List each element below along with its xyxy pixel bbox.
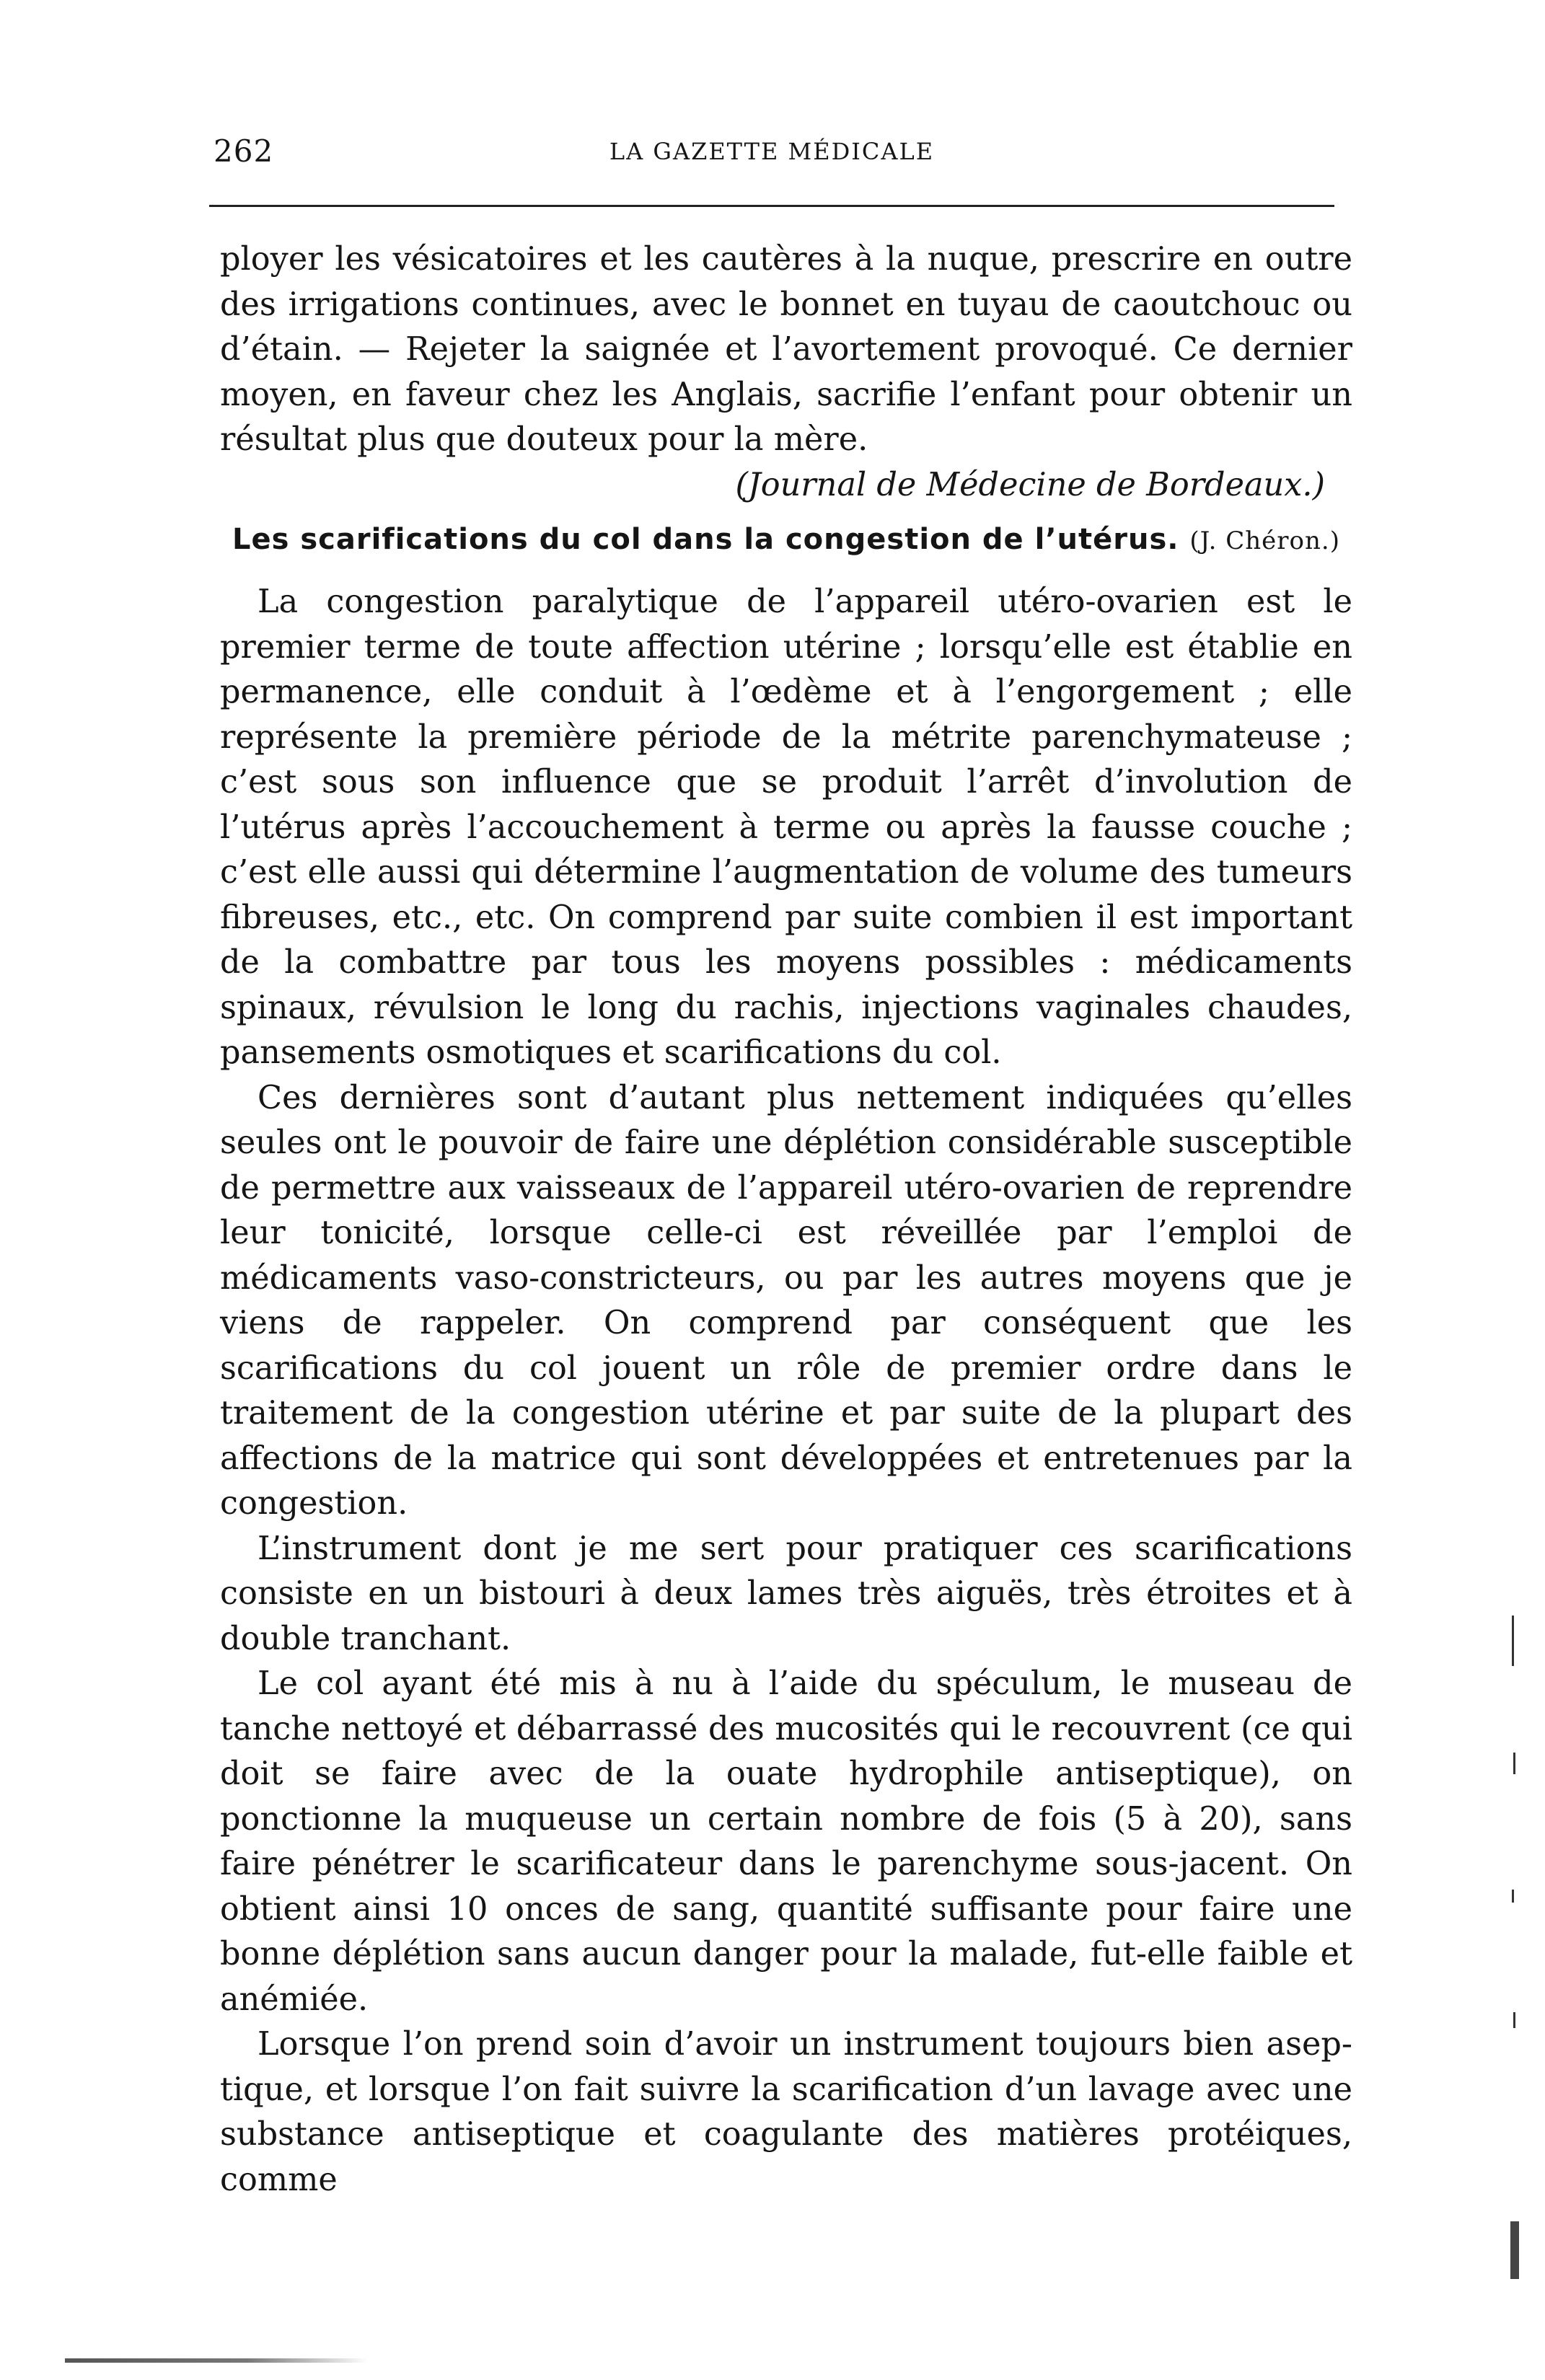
paragraph: La congestion paralytique de l’appareil utéro-ovarien est le premier terme de toute affection utérine ; lorsqu’elle est établie en permanence, elle conduit à l’œdème et à l’engorgement ; elle représente la première période de la métrite parenchymateuse ; c’est sous son influence que se produit l’arrêt d’involution de l’utérus après l’accouchement à terme ou après la fausse couche ; c’est elle aussi qui détermine l’augmentation de volume des tumeurs fibreuses, etc., etc. On comprend par suite combien il est important de la combattre par tous les moyens possibles : médicaments spinaux, révulsion le long du rachis, injections vaginales chaudes, pansements osmotiques et scarifications du col.	[220, 583, 1352, 1071]
scan-speck	[1512, 1616, 1514, 1666]
scan-margin-artifacts	[1507, 1587, 1529, 2380]
paragraph: L’instrument dont je me sert pour pratiquer ces scarifications consiste en un bistouri à deux lames très aiguës, très étroites et à double tranchant.	[220, 1529, 1352, 1657]
scan-speck	[1510, 2221, 1519, 2279]
source-citation: (Journal de Médecine de Bordeaux.)	[735, 465, 1325, 503]
page-header	[209, 133, 1334, 177]
scan-speck	[1513, 2012, 1515, 2028]
scan-bottom-smudge	[65, 2358, 368, 2363]
running-title: LA GAZETTE MÉDICALE	[609, 138, 935, 165]
paragraph: Le col ayant été mis à nu à l’aide du spéculum, le museau de tanche nettoyé et débarrassé des mucosités qui le recouvrent (ce qui doit se faire avec de la ouate hydrophile antiseptique), on ponctionne la muqueuse un certain nombre de fois (5 à 20), sans faire pénétrer le scarificateur dans le parenchyme sous-jacent. On obtient ainsi 10 onces de sang, quantité suffisante pour faire une bonne déplétion sans aucun danger pour la malade, fut-elle faible et anémiée.	[220, 1665, 1352, 2018]
article-title: Les scarifications du col dans la congestion de l’utérus.	[232, 523, 1179, 556]
scan-speck	[1512, 1890, 1514, 1903]
text-column	[220, 237, 1352, 2202]
article-author: (J. Chéron.)	[1189, 526, 1340, 555]
scan-speck	[1513, 1753, 1515, 1774]
paragraph: Ces dernières sont d’autant plus nettement indiquées qu’elles seules ont le pouvoir de faire une déplétion considérable susceptible de permettre aux vaisseaux de l’appareil utéro-ovarien de reprendre leur tonicité, lorsque celle-ci est réveillée par l’emploi de médicaments vaso-constricteurs, ou par les autres moyens que je viens de rappeler. On comprend par conséquent que les scarifications du col jouent un rôle de premier ordre dans le traitement de la congestion utérine et par suite de la plupart des affections de la matrice qui sont développées et entretenues par la congestion.	[220, 1078, 1352, 1522]
article-heading	[220, 523, 1352, 557]
header-rule	[209, 205, 1334, 207]
paragraph-continued: ployer les vésicatoires et les cautères à la nuque, prescrire en outre des irrigations continues, avec le bonnet en tuyau de caoutchouc ou d’étain. — Rejeter la saignée et l’avortement provoqué. Ce dernier moyen, en faveur chez les Anglais, sacrifie l’enfant pour obtenir un résultat plus que douteux pour la mère.	[220, 240, 1352, 458]
page-number: 262	[214, 133, 274, 169]
paragraph: Lorsque l’on prend soin d’avoir un instrument toujours bien aseptique, et lorsque l’on fait suivre la scarification d’un lavage avec une substance antiseptique et coagulante des matières protéiques, comme	[220, 2025, 1352, 2198]
